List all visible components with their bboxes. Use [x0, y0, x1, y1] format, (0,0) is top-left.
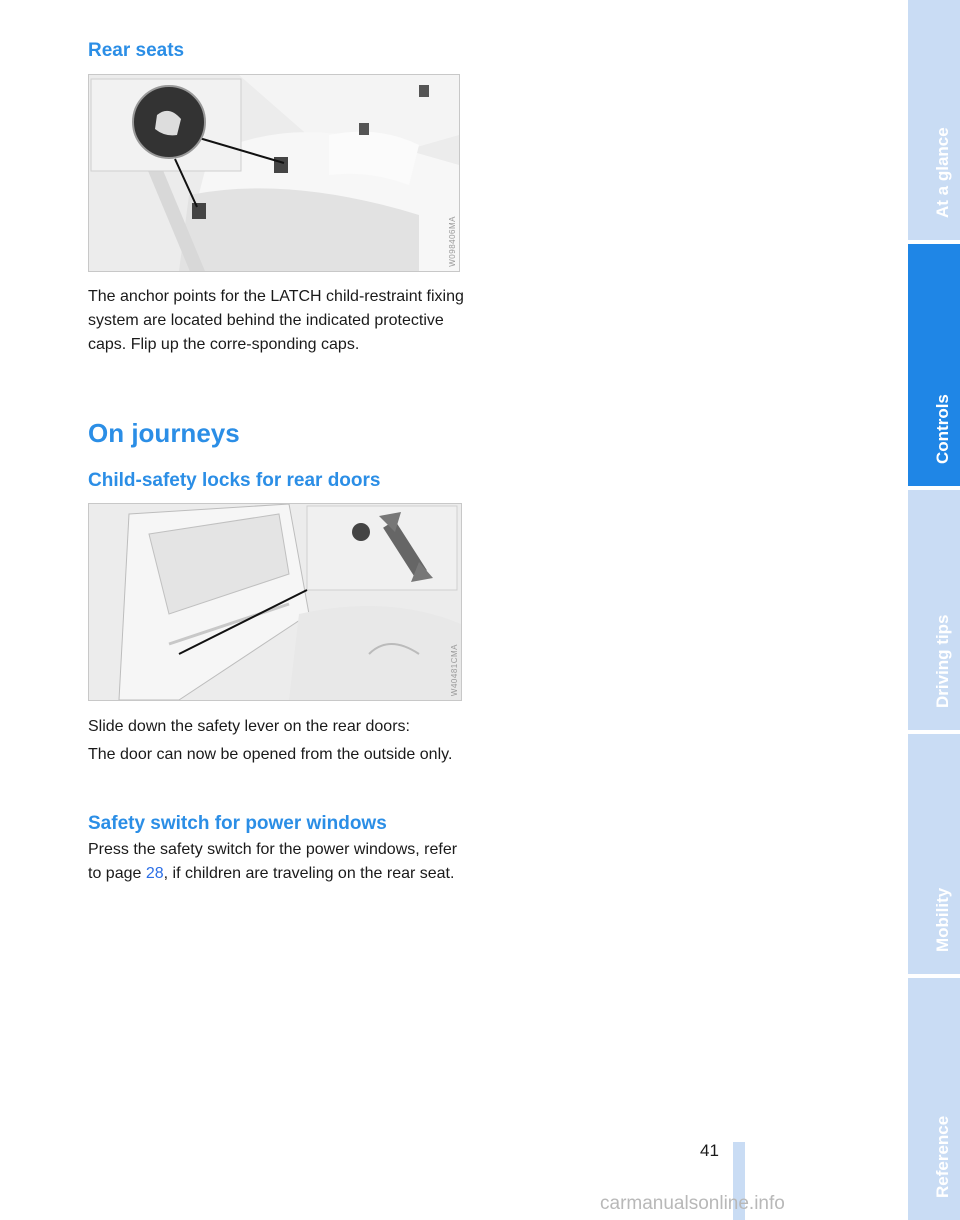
heading-safety-switch: Safety switch for power windows: [88, 813, 387, 834]
tab-at-a-glance[interactable]: [908, 0, 960, 240]
door-lock-illustration: [89, 504, 461, 700]
page-number: 41: [700, 1141, 719, 1160]
tab-controls[interactable]: [908, 244, 960, 486]
safety-switch-text-post: , if children are traveling on the rear seat.: [163, 865, 455, 882]
heading-on-journeys: On journeys: [88, 418, 240, 448]
tab-reference[interactable]: [908, 978, 960, 1220]
tab-driving-tips[interactable]: [908, 490, 960, 730]
figure-child-locks: [88, 503, 462, 701]
figure-code: W098406MA: [448, 216, 457, 267]
rear-seat-illustration: [89, 75, 459, 271]
heading-child-safety-locks: Child-safety locks for rear doors: [88, 470, 381, 491]
tab-label: Driving tips: [933, 614, 952, 708]
watermark: carmanualsonline.info: [600, 1193, 785, 1214]
child-locks-text-1: Slide down the safety lever on the rear doors:: [88, 718, 410, 735]
chapter-sidebar: [908, 0, 960, 1220]
figure-code: W40481CMA: [450, 643, 459, 696]
tab-label: Mobility: [933, 887, 952, 952]
figure-rear-seats: [88, 74, 460, 272]
rear-seats-text: The anchor points for the LATCH child-restraint fixing system are located behind the indicated protective caps. Flip up the corre-sponding caps.: [88, 288, 464, 353]
safety-switch-text-pre: Press the safety switch for the power windows, refer to page: [88, 841, 458, 882]
tab-label: Reference: [933, 1115, 952, 1198]
tab-label: At a glance: [933, 127, 952, 218]
page-reference-link[interactable]: 28: [145, 865, 164, 882]
tab-label: Controls: [933, 394, 952, 464]
heading-rear-seats: Rear seats: [88, 40, 185, 61]
tab-mobility[interactable]: [908, 734, 960, 974]
child-locks-text-2: The door can now be opened from the outside only.: [88, 746, 453, 763]
safety-switch-text: [88, 838, 466, 886]
